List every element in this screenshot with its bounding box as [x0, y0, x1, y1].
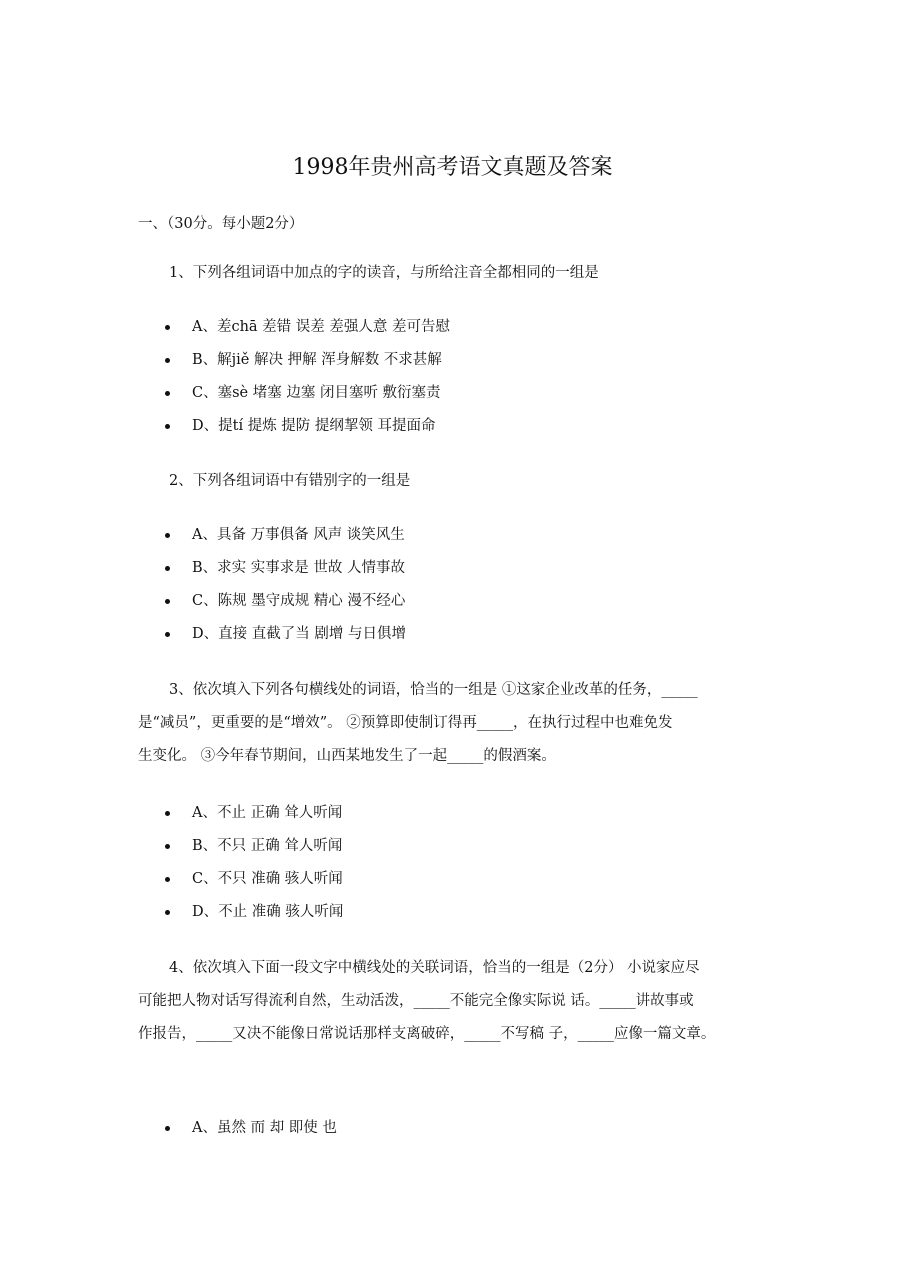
stem-line: 可能把人物对话写得流利自然，生动活泼，_____不能完全像实际说 话。_____讲故事或 — [138, 993, 694, 1009]
option-text: C、陈规 墨守成规 精心 漫不经心 — [192, 593, 406, 609]
bullet-icon — [165, 910, 170, 915]
stem-line: 作报告，_____又决不能像日常说话那样支离破碎，_____不写稿 子，_____应像一篇文章。 — [138, 1026, 716, 1042]
bullet-icon — [165, 632, 170, 637]
question-2-stem — [138, 465, 778, 498]
bullet-icon — [165, 424, 170, 429]
stem-line — [138, 674, 778, 707]
question-1-text: 1、下列各组词语中加点的字的读音，与所给注音全都相同的一组是 — [169, 265, 599, 281]
bullet-icon — [165, 877, 170, 882]
option-text: A、虽然 而 却 即使 也 — [192, 1120, 337, 1136]
document-title: 1998年贵州高考语文真题及答案 — [292, 155, 613, 180]
stem-line — [138, 952, 788, 985]
option-text: D、直接 直截了当 剧增 与日俱增 — [192, 626, 406, 642]
question-1-stem — [138, 257, 778, 290]
option-text: C、塞sè 堵塞 边塞 闭目塞听 敷衍塞责 — [192, 385, 441, 401]
bullet-icon — [165, 566, 170, 571]
option-text: D、提tí 提炼 提防 提纲挈领 耳提面命 — [192, 418, 436, 434]
bullet-icon — [165, 844, 170, 849]
option-text: B、不只 正确 耸人听闻 — [192, 838, 343, 854]
question-4-stem — [138, 952, 788, 1051]
bullet-icon — [165, 325, 170, 330]
bullet-icon — [165, 391, 170, 396]
question-3-stem — [138, 674, 778, 773]
bullet-icon — [165, 599, 170, 604]
stem-line-text: 4、依次填入下面一段文字中横线处的关联词语，恰当的一组是（2分） 小说家应尽 — [169, 960, 700, 976]
bullet-icon — [165, 533, 170, 538]
stem-line-text: 3、依次填入下列各句横线处的词语，恰当的一组是 ①这家企业改革的任务，_____ — [169, 682, 698, 698]
option-text: C、不只 准确 骇人听闻 — [192, 871, 343, 887]
stem-line: 是“减员”，更重要的是“增效”。 ②预算即使制订得再_____，在执行过程中也难免发 — [138, 715, 673, 731]
bullet-icon — [165, 811, 170, 816]
option-text: D、不止 准确 骇人听闻 — [192, 904, 344, 920]
option-text: A、差chā 差错 误差 差强人意 差可告慰 — [192, 319, 451, 335]
bullet-icon — [165, 1126, 170, 1131]
option-text: A、不止 正确 耸人听闻 — [192, 805, 343, 821]
option-text: B、求实 实事求是 世故 人情事故 — [192, 560, 405, 576]
option-text: A、具备 万事俱备 风声 谈笑风生 — [192, 527, 405, 543]
bullet-icon — [165, 358, 170, 363]
section-header: 一、（30分。每小题2分） — [138, 216, 304, 232]
option-text: B、解jiě 解决 押解 浑身解数 不求甚解 — [192, 352, 442, 368]
stem-line: 生变化。 ③今年春节期间，山西某地发生了一起_____的假酒案。 — [138, 748, 556, 764]
question-2-text: 2、下列各组词语中有错别字的一组是 — [169, 473, 411, 489]
